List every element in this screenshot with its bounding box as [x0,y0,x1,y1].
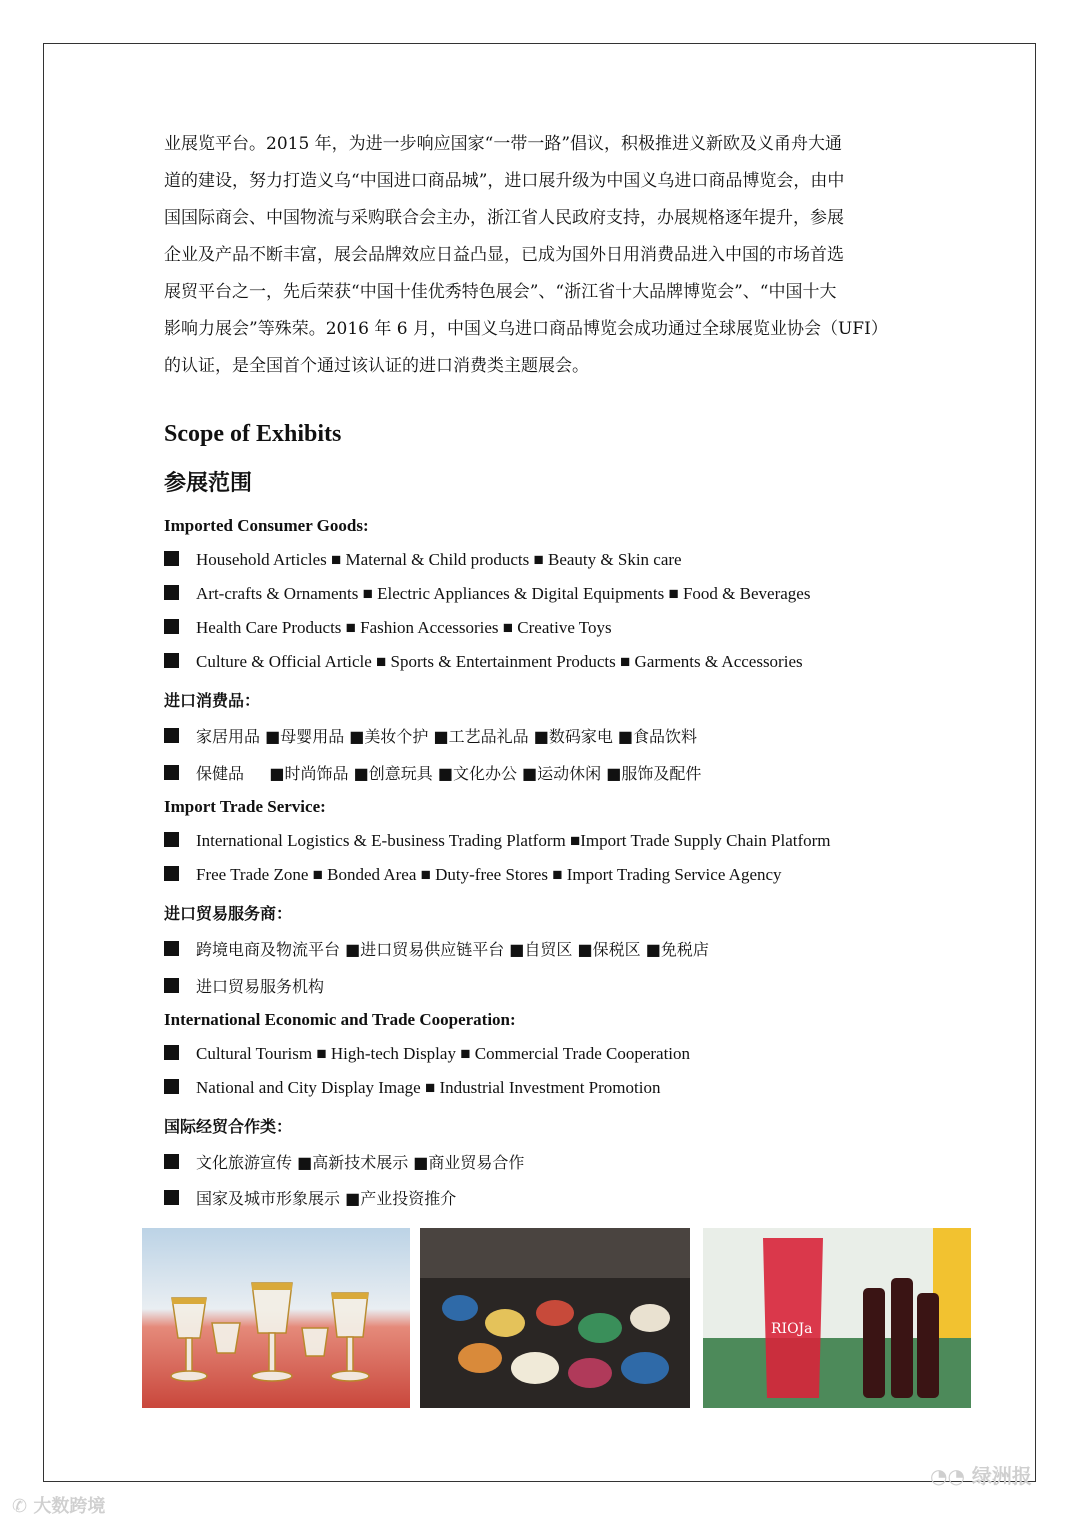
bullet-square-icon [164,1079,179,1094]
list-item: International Logistics & E-business Trading Platform ■Import Trade Supply Chain Platform [164,831,831,851]
weibo-icon: ✆ [12,1496,34,1517]
bullet-square-icon [164,653,179,668]
wechat-icon: ◔◔ [930,1464,972,1488]
bullet-square-icon [164,1190,179,1205]
intro-line: 国国际商会、中国物流与采购联合会主办，浙江省人民政府支持，办展规格逐年提升，参展 [164,208,844,228]
list-item: 家居用品 ■母婴用品 ■美妆个护 ■工艺品礼品 ■数码家电 ■食品饮料 [164,724,697,747]
glassware-image-icon [142,1228,410,1408]
section-title-trade-service-cn: 进口贸易服务商： [164,904,293,923]
watermark-left: ✆ 大数跨境 [12,1496,106,1517]
intro-line: 展贸平台之一，先后荣获“中国十佳优秀特色展会”、“浙江省十大品牌博览会”、“中国十大 [164,282,837,302]
list-item: 进口贸易服务机构 [164,974,324,997]
list-item: 保健品 ■时尚饰品 ■创意玩具 ■文化办公 ■运动休闲 ■服饰及配件 [164,761,701,784]
section-title-cooperation-en: International Economic and Trade Cooperation: [164,1010,516,1029]
list-item: Culture & Official Article ■ Sports & Entertainment Products ■ Garments & Accessories [164,652,803,672]
section-title-consumer-goods-en: Imported Consumer Goods: [164,516,369,535]
bullet-square-icon [164,765,179,780]
bullet-square-icon [164,941,179,956]
list-item: National and City Display Image ■ Industrial Investment Promotion [164,1078,660,1098]
list-item: 文化旅游宣传 ■高新技术展示 ■商业贸易合作 [164,1150,524,1173]
bullet-square-icon [164,1045,179,1060]
intro-line: 企业及产品不断丰富，展会品牌效应日益凸显，已成为国外日用消费品进入中国的市场首选 [164,245,844,265]
intro-line: 影响力展会”等殊荣。2016 年 6 月，中国义乌进口商品博览会成功通过全球展览业协会（UFI） [164,319,888,339]
bottle-label: RIOJa [771,1321,813,1337]
list-item: Free Trade Zone ■ Bonded Area ■ Duty-free Stores ■ Import Trading Service Agency [164,865,782,885]
rioja-wine-photo [703,1228,971,1408]
list-item: Household Articles ■ Maternal & Child products ■ Beauty & Skin care [164,550,682,570]
list-item: 国家及城市形象展示 ■产业投资推介 [164,1186,456,1209]
bullet-square-icon [164,866,179,881]
heading-scope-en: Scope of Exhibits [164,421,342,447]
bullet-square-icon [164,728,179,743]
list-item: Art-crafts & Ornaments ■ Electric Appliances & Digital Equipments ■ Food & Beverages [164,584,810,604]
section-title-cooperation-cn: 国际经贸合作类： [164,1117,293,1136]
bullet-square-icon [164,619,179,634]
list-item: 跨境电商及物流平台 ■进口贸易供应链平台 ■自贸区 ■保税区 ■免税店 [164,937,709,960]
section-title-consumer-goods-cn: 进口消费品： [164,691,261,710]
intro-paragraph [164,126,916,385]
intro-line: 道的建设，努力打造义乌“中国进口商品城”，进口展升级为中国义乌进口商品博览会，由中 [164,171,845,191]
bullet-square-icon [164,585,179,600]
bullet-square-icon [164,978,179,993]
section-title-trade-service-en: Import Trade Service: [164,797,326,816]
ceramic-teaware-photo [420,1228,690,1408]
wine-image-icon [703,1228,971,1408]
list-item: Cultural Tourism ■ High-tech Display ■ Commercial Trade Cooperation [164,1044,690,1064]
watermark-right: ◔◔ 绿洲报 [930,1464,1032,1488]
list-item: Health Care Products ■ Fashion Accessories ■ Creative Toys [164,618,612,638]
crystal-glassware-photo [142,1228,410,1408]
intro-line: 的认证，是全国首个通过该认证的进口消费类主题展会。 [164,356,589,376]
teaware-image-icon [420,1228,690,1408]
bullet-square-icon [164,832,179,847]
heading-scope-cn: 参展范围 [164,471,253,496]
intro-line: 业展览平台。2015 年，为进一步响应国家“一带一路”倡议，积极推进义新欧及义甬舟大通 [164,134,843,154]
bullet-square-icon [164,1154,179,1169]
bullet-square-icon [164,551,179,566]
